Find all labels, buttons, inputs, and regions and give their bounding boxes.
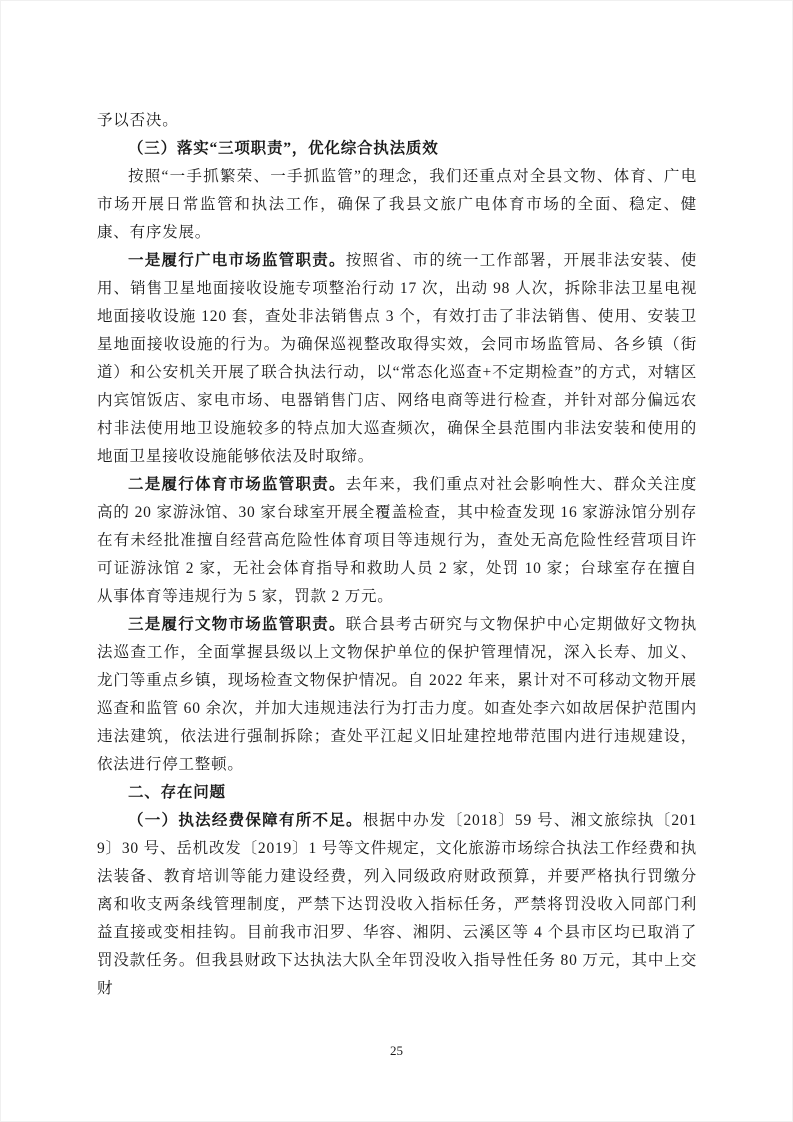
paragraph-overview: 按照“一手抓繁荣、一手抓监管”的理念，我们还重点对全县文物、体育、广电市场开展日常监管和执法工作，确保了我县文旅广电体育市场的全面、稳定、健康、有序发展。 — [97, 168, 697, 241]
section-heading-problems: 二、存在问题 — [128, 784, 226, 801]
paragraph-lead: 一是履行广电市场监管职责。 — [128, 252, 346, 269]
paragraph-broadcast-supervision — [97, 247, 697, 471]
document-content — [97, 107, 697, 1003]
page-number: 25 — [390, 1043, 403, 1058]
section-heading-three-duties: （三）落实“三项职责”，优化综合执法质效 — [128, 140, 439, 157]
paragraph-sports-supervision — [97, 471, 697, 611]
paragraph-cultural-relics-supervision — [97, 611, 697, 779]
paragraph-text: 根据中办发〔2018〕59 号、湘文旅综执〔2019〕30 号、岳机改发〔2019〕1 号等文件规定，文化旅游市场综合执法工作经费和执法装备、教育培训等能力建设经费，列入同级政府财政预算，并要严格执行罚缴分离和收支两条线管理制度，严禁下达罚没收入指标任务，严禁将罚没收入同部门利益直接或变相挂钩。目前我市汨罗、华容、湘阴、云溪区等 4 个县市区均已取消了罚没款任务。但我县财政下达执法大队全年罚没收入指导性任务 80 万元，其中上交财 — [97, 812, 697, 997]
paragraph-text: 联合县考古研究与文物保护中心定期做好文物执法巡查工作，全面掌握县级以上文物保护单位的保护管理情况，深入长寿、加义、龙门等重点乡镇，现场检查文物保护情况。自 2022 年来，累计对不可移动文物开展巡查和监管 60 余次，并加大违规违法行为打击力度。如查处李六如故居保护范围内违法建筑，依法进行强制拆除；查处平江起义旧址建控地带范围内进行违规建设，依法进行停工整顿。 — [97, 616, 697, 773]
paragraph-lead: （一）执法经费保障有所不足。 — [128, 812, 363, 829]
paragraph-lead: 三是履行文物市场监管职责。 — [128, 616, 346, 633]
paragraph-continuation: 予以否决。 — [97, 112, 179, 129]
paragraph-lead: 二是履行体育市场监管职责。 — [128, 476, 346, 493]
paragraph-text: 去年来，我们重点对社会影响性大、群众关注度高的 20 家游泳馆、30 家台球室开展全覆盖检查，其中检查发现 16 家游泳馆分别存在有未经批准擅自经营高危险性体育项目等违规行为，查处无高危险性经营项目许可证游泳馆 2 家，无社会体育指导和救助人员 2 家，处罚 10 家；台球室存在擅自从事体育等违规行为 5 家，罚款 2 万元。 — [97, 476, 697, 605]
paragraph-funding-shortage — [97, 807, 697, 1003]
paragraph-text: 按照省、市的统一工作部署，开展非法安装、使用、销售卫星地面接收设施专项整治行动 17 次，出动 98 人次，拆除非法卫星电视地面接收设施 120 套，查处非法销售点 3 个，有效打击了非法销售、使用、安装卫星地面接收设施的行为。为确保巡视整改取得实效，会同市场监管局、各乡镇（街道）和公安机关开展了联合执法行动，以“常态化巡查+不定期检查”的方式，对辖区内宾馆饭店、家电市场、电器销售门店、网络电商等进行检查，并针对部分偏远农村非法使用地卫设施较多的特点加大巡查频次，确保全县范围内非法安装和使用的地面卫星接收设施能够依法及时取缔。 — [97, 252, 697, 465]
